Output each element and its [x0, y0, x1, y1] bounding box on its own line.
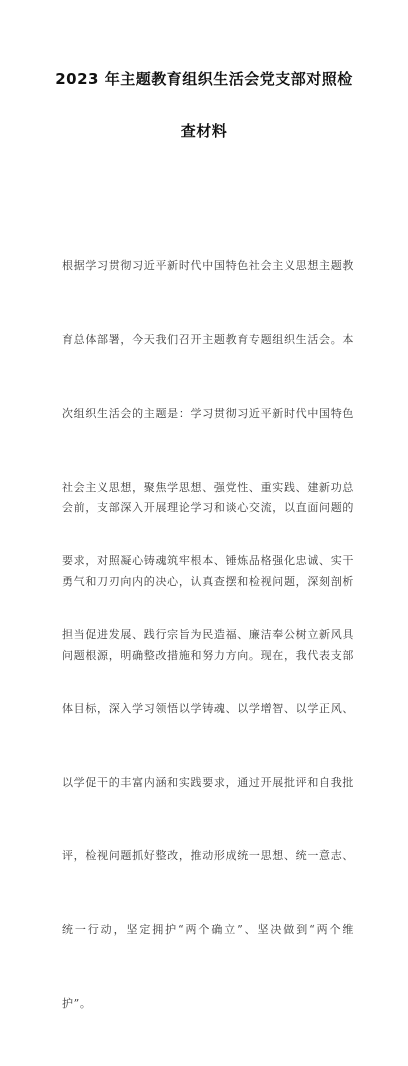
paragraph-line: 以学促干的丰富内涵和实践要求，通过开展批评和自我批	[62, 775, 354, 789]
paragraph-line: 护”。	[62, 997, 92, 1010]
paragraph-line: 次组织生活会的主题是：学习贯彻习近平新时代中国特色	[62, 406, 354, 420]
paragraph-line: 体目标，深入学习领悟以学铸魂、以学增智、以学正风、	[62, 701, 354, 715]
paragraph-line: 问题根源，明确整改措施和努力方向。现在，我代表支部	[62, 648, 354, 662]
document-title-line-2: 查材料	[180, 122, 228, 140]
paragraph-line: 根据学习贯彻习近平新时代中国特色社会主义思想主题教	[62, 259, 354, 273]
paragraph-line: 勇气和刀刃向内的决心，认真查摆和检视问题，深刻剖析	[62, 574, 354, 588]
body-paragraph-2	[62, 447, 354, 718]
paragraph-line: 担当促进发展、践行宗旨为民造福、廉洁奉公树立新风具	[62, 628, 354, 642]
paragraph-line: 统一行动，坚定拥护“两个确立”、坚决做到“两个维	[62, 923, 354, 937]
paragraph-line: 社会主义思想，聚焦学思想、强党性、重实践、建新功总	[62, 480, 354, 494]
paragraph-line: 会前，支部深入开展理论学习和谈心交流，以直面问题的	[62, 501, 354, 515]
paragraph-line: 要求，对照凝心铸魂筑牢根本、锤炼品格强化忠诚、实干	[62, 554, 354, 568]
paragraph-line: 评，检视问题抓好整改，推动形成统一思想、统一意志、	[62, 849, 354, 863]
document-title-line-1: 2023 年主题教育组织生活会党支部对照检	[55, 70, 353, 88]
paragraph-line: 育总体部署，今天我们召开主题教育专题组织生活会。本	[62, 332, 354, 346]
